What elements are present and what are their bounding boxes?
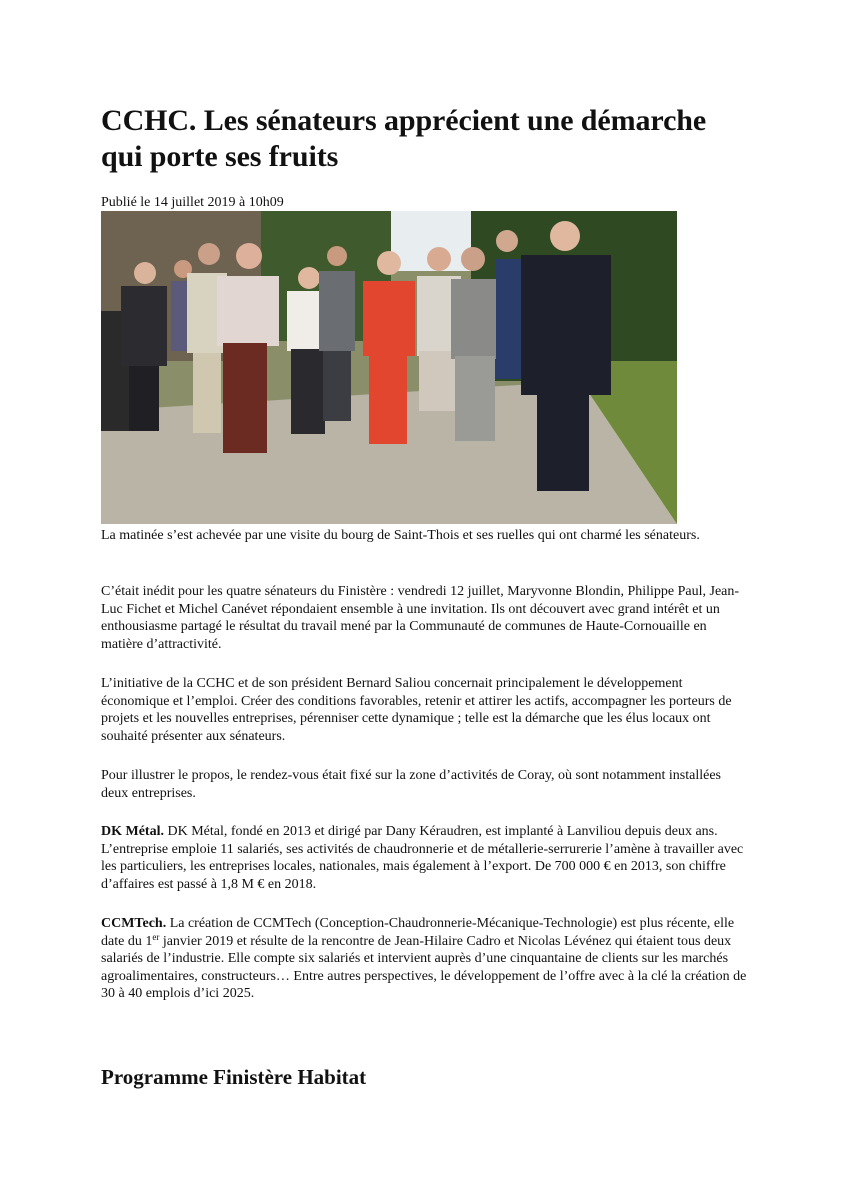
dk-metal-text: DK Métal, fondé en 2013 et dirigé par Dany Kéraudren, est implanté à Lanviliou depuis deux ans. L’entreprise emploie 11 salariés, ses activités de chaudronnerie et de métallerie-serrurerie l’amène à travailler avec les particuliers, les entreprises locales, nationales, mais également à l’export. De 700 000 € en 2013, son chiffre d’affaires est passé à 1,8 M € en 2018.: [101, 824, 744, 892]
paragraph-initiative: L’initiative de la CCHC et de son président Bernard Saliou concernait principalement le développement économique et l’emploi. Créer des conditions favorables, retenir et attirer les actifs, accompagner les porteurs de projets et les nouvelles entreprises, pérenniser cette dynamique ; telle est la démarche que les élus locaux ont souhaité présenter aux sénateurs.: [101, 676, 732, 744]
paragraph-ccmtech: [101, 915, 749, 1003]
article-title: CCHC. Les sénateurs apprécient une démarche qui porte ses fruits: [101, 104, 707, 173]
ordinal-superscript: er: [152, 931, 160, 942]
dk-metal-lead: DK Métal.: [101, 824, 164, 839]
ccmtech-lead: CCMTech.: [101, 916, 167, 931]
photo-caption: La matinée s’est achevée par une visite du bourg de Saint-Thois et ses ruelles qui ont charmé les sénateurs.: [101, 528, 700, 543]
paragraph-coray: Pour illustrer le propos, le rendez-vous était fixé sur la zone d’activités de Coray, où sont notamment installées deux entreprises.: [101, 768, 721, 801]
section-heading: Programme Finistère Habitat: [101, 1065, 367, 1089]
paragraph-dk-metal: [101, 823, 749, 893]
publication-date: Publié le 14 juillet 2019 à 10h09: [101, 195, 284, 210]
ccmtech-text-a: La création de CCMTech (Conception-Chaudronnerie-Mécanique-Technologie) est plus récente, elle date du 1: [101, 916, 735, 949]
paragraph-intro: C’était inédit pour les quatre sénateurs du Finistère : vendredi 12 juillet, Maryvonne Blondin, Philippe Paul, Jean-Luc Fichet et Michel Canévet répondaient ensemble à une invitation. Ils ont découvert avec grand intérêt et un enthousiasme partagé le résultat du travail mené par la Communauté de communes de Haute-Cornouaille en matière d’attractivité.: [101, 584, 740, 652]
ccmtech-text-b: janvier 2019 et résulte de la rencontre de Jean-Hilaire Cadro et Nicolas Lévénez qui étaient tous deux salariés de l’industrie. Elle compte six salariés et intervient auprès d’une cinquantaine de clients sur les marchés agroalimentaires, constructeurs… Entre autres perspectives, le développement de l’offre avec à la clé la création de 30 à 40 emplois d’ici 2025.: [101, 933, 747, 1002]
article-photo: [101, 211, 677, 524]
